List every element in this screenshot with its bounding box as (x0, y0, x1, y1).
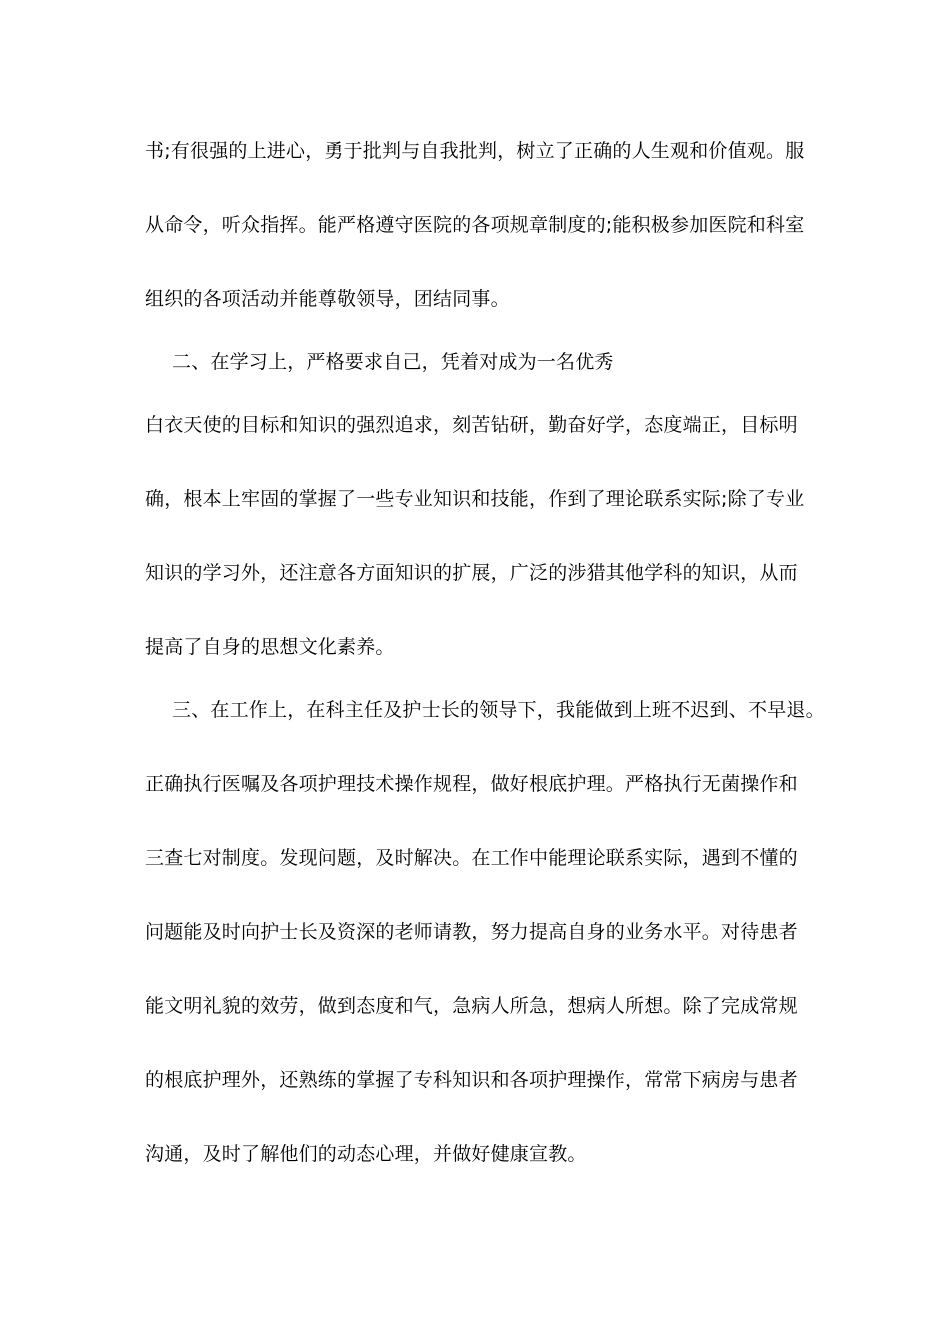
paragraph-line-13: 能文明礼貌的效劳，做到态度和气，急病人所急，想病人所想。除了完成常规 (145, 995, 798, 1017)
paragraph-line-14: 的根底护理外，还熟练的掌握了专科知识和各项护理操作，常常下病房与患者 (145, 1069, 798, 1091)
paragraph-line-1: 书;有很强的上进心，勇于批判与自我批判，树立了正确的人生观和价值观。服 (145, 140, 805, 162)
paragraph-line-6: 确，根本上牢固的掌握了一些专业知识和技能，作到了理论联系实际;除了专业 (145, 488, 805, 510)
paragraph-line-2: 从命令，听众指挥。能严格遵守医院的各项规章制度的;能积极参加医院和科室 (145, 214, 805, 236)
paragraph-line-3: 组织的各项活动并能尊敬领导，团结同事。 (145, 288, 510, 310)
section-heading-work: 三、在工作上，在科主任及护士长的领导下，我能做到上班不迟到、不早退。 (172, 699, 825, 721)
paragraph-line-5: 白衣天使的目标和知识的强烈追求，刻苦钻研，勤奋好学，态度端正，目标明 (145, 414, 798, 436)
paragraph-line-7: 知识的学习外，还注意各方面知识的扩展，广泛的涉猎其他学科的知识，从而 (145, 562, 798, 584)
paragraph-line-11: 三查七对制度。发现问题，及时解决。在工作中能理论联系实际，遇到不懂的 (145, 847, 798, 869)
paragraph-line-8: 提高了自身的思想文化素养。 (145, 636, 395, 658)
paragraph-line-15: 沟通，及时了解他们的动态心理，并做好健康宣教。 (145, 1143, 587, 1165)
paragraph-line-12: 问题能及时向护士长及资深的老师请教，努力提高自身的业务水平。对待患者 (145, 921, 798, 943)
paragraph-line-10: 正确执行医嘱及各项护理技术操作规程，做好根底护理。严格执行无菌操作和 (145, 773, 798, 795)
section-heading-study: 二、在学习上，严格要求自己，凭着对成为一名优秀 (172, 351, 614, 373)
